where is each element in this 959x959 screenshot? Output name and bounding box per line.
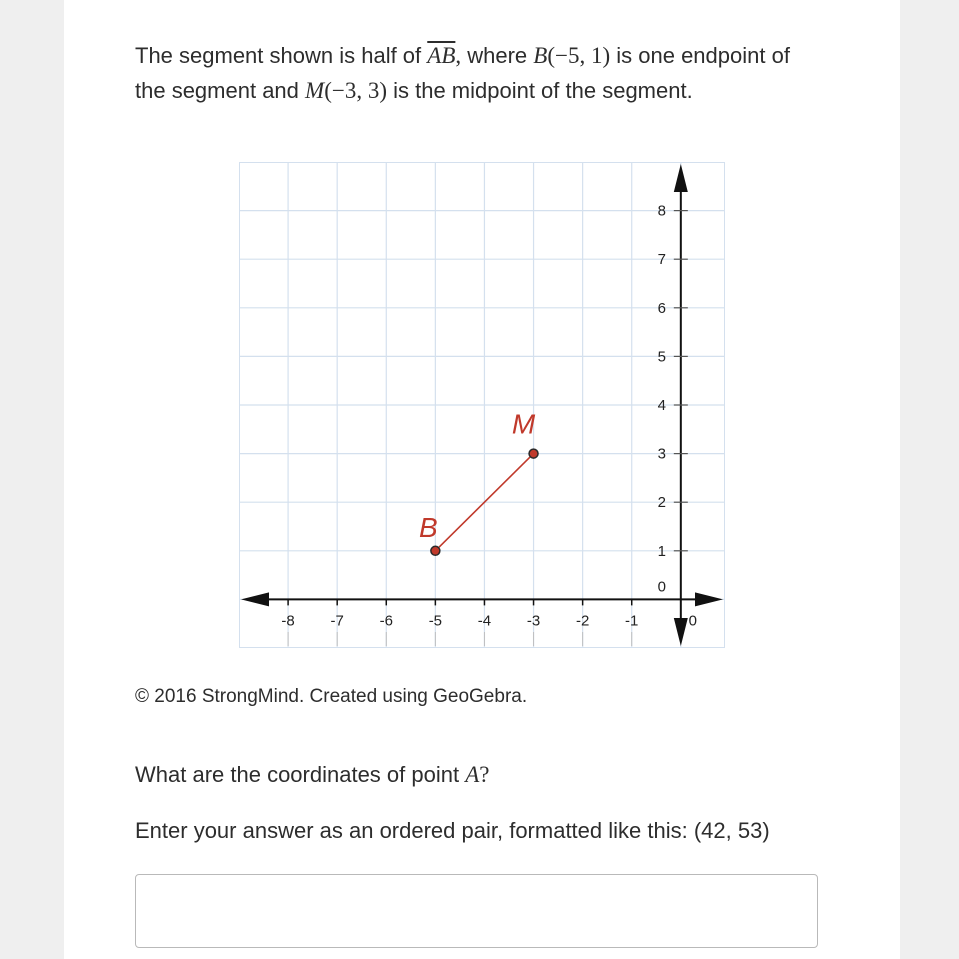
- point-m-coords: (−3, 3): [324, 78, 387, 103]
- prompt-end: ?: [479, 762, 490, 787]
- y-tick-label: 4: [657, 397, 666, 414]
- segment-name: $\overline{AB}$: [427, 43, 456, 68]
- x-tick-label: -2: [575, 612, 590, 630]
- point-m-name: M: [305, 78, 325, 103]
- question-where: where: [461, 43, 534, 68]
- point-M: [529, 449, 538, 458]
- grid-lines: [239, 162, 725, 648]
- y-tick-label: 8: [657, 202, 666, 220]
- y-axis-top-arrow: [674, 164, 688, 192]
- x-tick-label: -7: [330, 612, 344, 630]
- coordinate-graph: [239, 162, 725, 648]
- question-endpoint-text: is one endpoint of the segment and: [135, 43, 790, 103]
- y-tick-label: 5: [657, 348, 666, 366]
- question-intro: The segment shown is half of: [135, 43, 428, 68]
- tick-labels: [281, 203, 697, 630]
- point-label-B: B: [419, 511, 438, 543]
- question-prompt: [135, 762, 489, 788]
- question-text: [135, 38, 815, 108]
- y-axis-bottom-arrow: [674, 618, 688, 646]
- answer-instructions: Enter your answer as an ordered pair, formatted like this: (42, 53): [135, 818, 770, 843]
- answer-input[interactable]: [135, 874, 818, 948]
- y-tick-label: 7: [657, 251, 666, 269]
- x-axis-right-arrow: [695, 592, 723, 606]
- y-tick-label: 1: [657, 542, 666, 560]
- point-b-name: B: [533, 43, 548, 68]
- x-tick-label: -4: [477, 612, 492, 630]
- x-tick-label: -8: [281, 612, 295, 630]
- x-tick-label: -3: [526, 612, 541, 630]
- point-B: [431, 546, 440, 555]
- x-tick-label: -5: [428, 612, 443, 630]
- copyright-credit: © 2016 StrongMind. Created using GeoGebra.: [135, 686, 528, 707]
- x-axis-left-arrow: [241, 592, 269, 606]
- x-tick-label: -6: [379, 612, 393, 630]
- y-origin-label: 0: [657, 578, 666, 596]
- question-comma: ,: [455, 43, 462, 68]
- point-label-M: M: [511, 408, 536, 440]
- point-b-coords: (−5, 1): [547, 43, 611, 68]
- prompt-text: What are the coordinates of point: [135, 762, 466, 787]
- prompt-point-name: A: [465, 762, 480, 787]
- x-tick-label: -1: [625, 612, 639, 630]
- question-midpoint-text: is the midpoint of the segment.: [386, 78, 693, 103]
- x-origin-label: 0: [688, 612, 697, 630]
- y-tick-label: 6: [657, 299, 666, 317]
- plot-data: [419, 409, 538, 556]
- y-tick-label: 2: [657, 494, 666, 512]
- y-tick-label: 3: [657, 445, 666, 463]
